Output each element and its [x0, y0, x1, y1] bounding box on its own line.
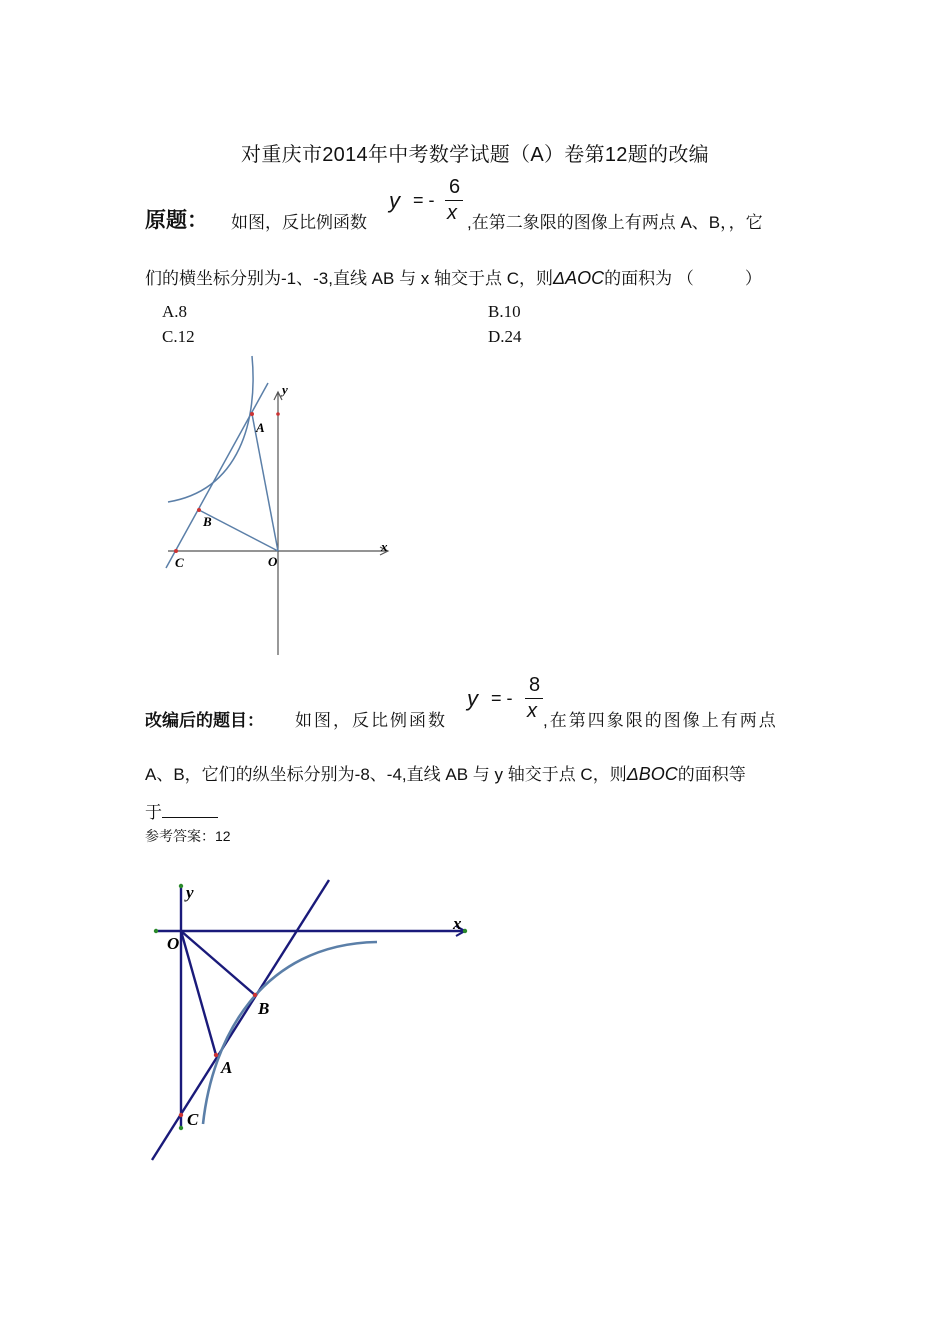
- original-text-before: 如图，反比例函数: [231, 213, 367, 232]
- segment-ob: [181, 931, 255, 995]
- label-x: x: [453, 914, 462, 933]
- formula-denominator: x: [527, 700, 537, 722]
- formula-denominator: x: [447, 202, 457, 224]
- adapted-triangle: ΔBOC: [626, 764, 678, 784]
- hyperbola-curve: [168, 356, 253, 502]
- choice-a: A.8: [162, 302, 188, 321]
- original-figure: [150, 350, 400, 660]
- answer-reference: 参考答案：12: [145, 828, 231, 844]
- label-b: B: [203, 514, 212, 529]
- segment-oa: [181, 931, 216, 1055]
- adapted-line2-after: 的面积等: [677, 765, 746, 784]
- original-line2-after: 的面积为 （ ）: [604, 269, 762, 288]
- line-ab: [152, 880, 329, 1160]
- original-formula: [387, 176, 477, 228]
- formula-eq: = -: [491, 688, 513, 708]
- fraction-bar: [445, 200, 463, 201]
- choice-c: C.12: [162, 327, 195, 346]
- line-ab: [166, 383, 268, 568]
- adapted-line-3: [145, 798, 807, 822]
- label-y: y: [186, 883, 194, 902]
- y-axis-bottom-point: [179, 1126, 183, 1130]
- original-label: 原题：: [145, 209, 208, 232]
- label-a: A: [221, 1058, 233, 1077]
- formula-numerator: 6: [449, 176, 461, 198]
- original-triangle: ΔAOC: [553, 268, 605, 288]
- adapted-line2-before: A、B，它们的纵坐标分别为-8、-4,直线 AB 与 y 轴交于点 C，则: [145, 765, 627, 784]
- adapted-formula: [465, 676, 555, 724]
- formula-lhs: y: [389, 188, 400, 213]
- x-axis-end-point: [463, 929, 467, 933]
- label-c: C: [175, 555, 184, 570]
- choice-d: D.24: [488, 327, 522, 346]
- adapted-line-1: [145, 674, 807, 730]
- answer-blank[interactable]: [162, 803, 218, 818]
- original-line2-before: 们的横坐标分别为-1、-3,直线 AB 与 x 轴交于点 C，则: [145, 269, 554, 288]
- fraction-bar: [525, 698, 543, 699]
- formula-numerator: 8: [529, 674, 541, 696]
- adapted-figure: [140, 870, 480, 1170]
- y-axis-end-point: [179, 884, 183, 888]
- x-axis-start-point: [154, 929, 158, 933]
- point-b: [253, 993, 257, 997]
- label-o: O: [268, 554, 278, 569]
- label-c: C: [187, 1110, 199, 1129]
- choice-b: B.10: [488, 302, 521, 321]
- adapted-line3: 于: [145, 803, 162, 822]
- adapted-text-before: 如图，反比例函数: [295, 711, 447, 730]
- label-b: B: [258, 999, 270, 1018]
- adapted-text-after: ,在第四象限的图像上有两点: [543, 711, 778, 730]
- point-c: [174, 549, 178, 553]
- point-y-mark: [276, 412, 280, 416]
- formula-lhs: y: [467, 686, 478, 711]
- point-c: [179, 1113, 183, 1117]
- label-x: x: [381, 539, 388, 554]
- original-line-2: [145, 264, 807, 290]
- label-a: A: [256, 420, 265, 435]
- hyperbola-curve: [203, 942, 377, 1124]
- point-a: [214, 1053, 218, 1057]
- formula-eq: = -: [413, 190, 435, 210]
- adapted-line-2: [145, 760, 807, 786]
- adapted-label: 改编后的题目：: [145, 711, 264, 730]
- original-text-after: ,在第二象限的图像上有两点 A、B，，它: [467, 213, 763, 232]
- original-line-1: [145, 176, 807, 232]
- point-b: [197, 508, 201, 512]
- page-title: 对重庆市2014年中考数学试题（A）卷第12题的改编: [241, 144, 709, 166]
- point-a: [250, 412, 254, 416]
- label-y: y: [282, 382, 288, 397]
- label-o: O: [167, 934, 180, 953]
